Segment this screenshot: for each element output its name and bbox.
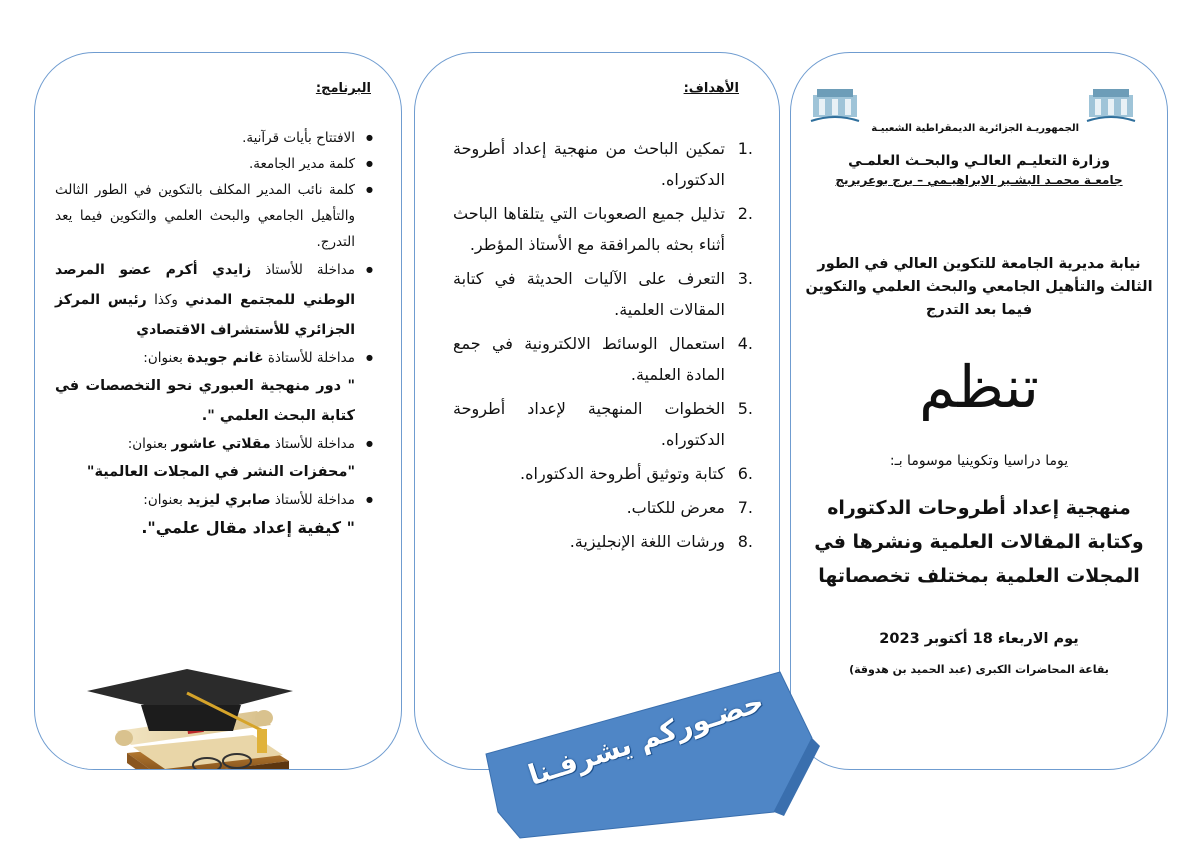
university-name: جامعـة محمـد البشـير الابراهيـمي – برج بوعريريج [835, 173, 1123, 187]
event-date: يوم الاربعاء 18 أكتوبر 2023 [879, 631, 1079, 647]
event-topic: منهجية إعداد أطروحات الدكتوراه وكتابة المقالات العلمية ونشرها في المجلات العلمية بمختلف تخصصاتها [814, 497, 1144, 587]
program-panel [34, 52, 402, 770]
speaker-name: غانم جويدة [187, 350, 264, 366]
organizes-heading: تنظم [919, 353, 1039, 421]
objective-item: 4. استعمال الوسائط الالكترونية في جمع المادة العلمية. [453, 334, 753, 384]
graduation-cap-diploma-books-icon [57, 661, 323, 770]
objectives-title: الأهداف: [683, 81, 739, 96]
university-logo-icon [1085, 81, 1137, 125]
program-item: ● مداخلة للأستاذ صابري ليزيد بعنوان: " كيفية إعداد مقال علمي". [55, 487, 373, 543]
program-item: ● الافتتاح بأيات قرآنية. [55, 125, 373, 151]
program-item: ● كلمة مدير الجامعة. [55, 151, 373, 177]
speaker-name: مقلاتي عاشور [171, 436, 271, 452]
speaker-name: زايدي أكرم [165, 262, 252, 278]
objective-item: 3. التعرف على الآليات الحديثة في كتابة المقالات العلمية. [453, 269, 753, 319]
program-title: البرنامج: [315, 81, 371, 96]
talk-title: " دور منهجية العبوري نحو التخصصات في كتابة البحث العلمي ". [55, 378, 355, 424]
event-venue: بقاعة المحاضرات الكبرى (عبد الحميد بن هدوقة) [849, 663, 1109, 676]
cover-panel [790, 52, 1168, 770]
program-item: ● مداخلة للأستاذة غانم جويدة بعنوان: " دور منهجية العبوري نحو التخصصات في كتابة البحث العلمي ". [55, 345, 373, 431]
program-list [55, 125, 373, 543]
speaker-name: صابري ليزيد [187, 492, 271, 508]
objectives-list [453, 133, 753, 560]
deanship-name: نيابة مديرية الجامعة للتكوين العالي في الطور الثالث والتأهيل الجامعي والبحث العلمي والتكوين فيما بعد التدرج [805, 256, 1153, 318]
talk-title: "محفزات النشر في المجلات العالمية" [86, 464, 355, 480]
republic-name: الجمهوريـة الجزائرية الديمقراطية الشعبيـة [871, 123, 1079, 134]
ministry-name: وزارة التعليـم العالـي والبحـث العلمـي [848, 153, 1110, 169]
university-logo-icon [809, 81, 861, 125]
objective-item: 1. تمكين الباحث من منهجية إعداد أطروحة الدكتوراه. [453, 139, 753, 189]
objective-item: 7. معرض للكتاب. [626, 498, 753, 517]
objective-item: 8. ورشات اللغة الإنجليزية. [569, 532, 753, 551]
objective-item: 6. كتابة وتوثيق أطروحة الدكتوراه. [520, 464, 753, 483]
objective-item: 5. الخطوات المنهجية لإعداد أطروحة الدكتوراه. [453, 399, 753, 449]
talk-title: " كيفية إعداد مقال علمي". [141, 518, 355, 537]
study-day-label: يوما دراسيا وتكوينيا موسوما بـ: [889, 453, 1069, 469]
objective-item: 2. تذليل جميع الصعوبات التي يتلقاها الباحث أثناء بحثه بالمرافقة مع الأستاذ المؤطر. [453, 204, 753, 254]
logo-row [807, 81, 1139, 134]
program-item: ● كلمة نائب المدير المكلف بالتكوين في الطور الثالث والتأهيل الجامعي والبحث العلمي والتكوين فيما يعد التدرج. [55, 177, 373, 255]
program-item: ● مداخلة للأستاذ زايدي أكرم عضو المرصد الوطني للمجتمع المدني وكذا رئيس المركز الجزائري للأستشراف الاقتصادي [55, 255, 373, 345]
program-item: ● مداخلة للأستاذ مقلاتي عاشور بعنوان: "محفزات النشر في المجلات العالمية" [55, 431, 373, 487]
banner-text: حضـوركم يشرفـنا [524, 684, 768, 793]
